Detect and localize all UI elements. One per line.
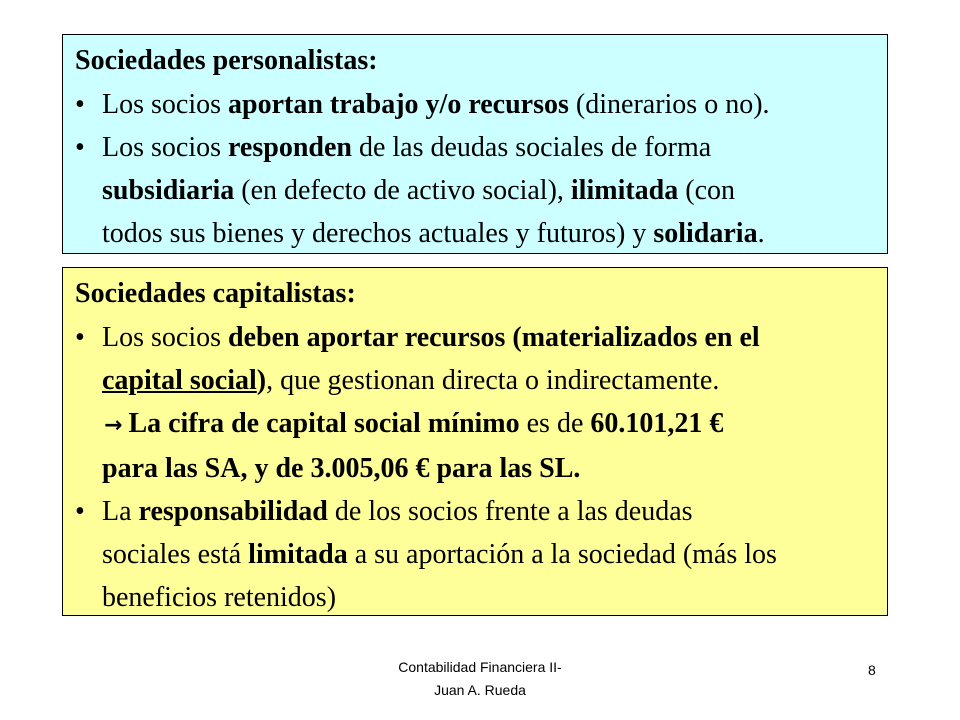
bullet-line [102, 126, 887, 169]
bullet-line [102, 83, 887, 126]
capitalistas-bullet-1 [75, 316, 887, 490]
text-run: (dinerarios o no). [568, 89, 770, 120]
bold-run: subsidiaria [102, 175, 235, 206]
bullet-line [102, 533, 887, 576]
slide-footer [340, 656, 620, 702]
underlined-run: capital social [102, 365, 257, 396]
text-run: es de [519, 408, 591, 439]
bold-run: responden [228, 132, 352, 163]
bold-run: solidaria [653, 218, 758, 249]
text-run: de las deudas sociales de forma [351, 132, 712, 163]
text-run: beneficios retenidos) [102, 582, 337, 613]
bullet-dot: • [75, 89, 85, 120]
bold-run: para las SA, y de 3.005,06 € para las SL. [102, 453, 581, 484]
bullet-line [102, 447, 887, 490]
bold-run: deben aportar recursos (materializados en el [228, 322, 760, 353]
text-run: (en defecto de activo social), [234, 175, 571, 206]
text-run: Los socios [102, 132, 228, 163]
personalistas-bullet-2 [75, 126, 887, 255]
text-run: Los socios [102, 322, 228, 353]
text-run: de los socios frente a las deudas [327, 496, 693, 527]
right-arrow-icon: → [104, 413, 123, 438]
text-run: La [102, 496, 139, 527]
text-run: a su aportación a la sociedad (más los [347, 539, 777, 570]
capitalistas-bullet-2 [75, 490, 887, 619]
bullet-line [102, 402, 887, 447]
bold-run: 60.101,21 € [590, 408, 724, 439]
bold-run: ) [256, 365, 267, 396]
bullet-dot: • [75, 496, 85, 527]
bullet-line [102, 576, 887, 619]
bullet-dot: • [75, 322, 85, 353]
bullet-line [102, 212, 887, 255]
footer-line-1: Contabilidad Financiera II- [398, 659, 562, 675]
capitalistas-box [62, 267, 888, 616]
text-run: todos sus bienes y derechos actuales y futuros) y [102, 218, 654, 249]
bullet-dot: • [75, 132, 85, 163]
personalistas-bullet-1 [75, 83, 887, 126]
bold-run: aportan trabajo y/o recursos [228, 89, 569, 120]
personalistas-box [62, 34, 888, 254]
footer-line-2: Juan A. Rueda [434, 682, 526, 698]
text-run: . [757, 218, 765, 249]
bullet-line [102, 490, 887, 533]
capitalistas-title: Sociedades capitalistas: [75, 278, 356, 309]
personalistas-title: Sociedades personalistas: [75, 45, 378, 76]
page-number: 8 [868, 662, 876, 678]
text-run: , que gestionan directa o indirectamente. [266, 365, 720, 396]
text-run: Los socios [102, 89, 228, 120]
bullet-line [102, 359, 887, 402]
bold-run: responsabilidad [138, 496, 328, 527]
bold-run: La cifra de capital social mínimo [128, 408, 520, 439]
bold-run: limitada [248, 539, 348, 570]
bold-run: ilimitada [570, 175, 679, 206]
bullet-line [102, 316, 887, 359]
text-run: sociales está [102, 539, 249, 570]
text-run: (con [678, 175, 736, 206]
bullet-line [102, 169, 887, 212]
